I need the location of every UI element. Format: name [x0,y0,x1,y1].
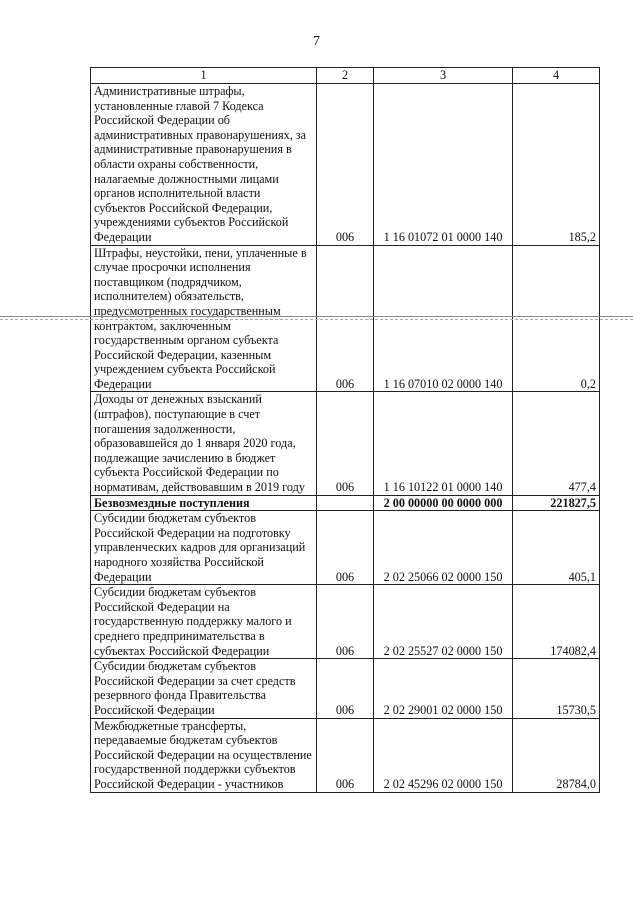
table-row [91,659,600,718]
row-amount: 0,2 [513,245,600,392]
scan-fold-line-shadow [0,319,633,320]
row-amount: 174082,4 [513,585,600,659]
row-name: Субсидии бюджетам субъектов Российской Федерации на государственную поддержку малого и среднего предпринимательства в субъектах Российской Федерации [91,585,317,659]
row-admin-code: 006 [317,659,374,718]
row-name: Субсидии бюджетам субъектов Российской Федерации на подготовку управленческих кадров для организаций народного хозяйства Российской Федерации [91,511,317,585]
row-amount: 28784,0 [513,718,600,792]
table-row-total [91,495,600,511]
row-name: Субсидии бюджетам субъектов Российской Федерации за счет средств резервного фонда Правительства Российской Федерации [91,659,317,718]
page-number: 7 [313,34,320,49]
row-kbk: 2 02 29001 02 0000 150 [374,659,513,718]
row-name: Межбюджетные трансферты, передаваемые бюджетам субъектов Российской Федерации на осуществление государственной поддержки субъектов Российской Федерации - участников [91,718,317,792]
column-header-3: 3 [374,68,513,84]
row-amount: 405,1 [513,511,600,585]
row-kbk: 2 02 25066 02 0000 150 [374,511,513,585]
revenue-table [90,67,600,793]
row-amount: 185,2 [513,84,600,246]
column-header-1: 1 [91,68,317,84]
table-row [91,585,600,659]
row-admin-code: 006 [317,511,374,585]
row-amount: 477,4 [513,392,600,495]
column-header-2: 2 [317,68,374,84]
row-kbk: 1 16 10122 01 0000 140 [374,392,513,495]
row-name: Безвозмездные поступления [91,495,317,511]
row-kbk: 1 16 01072 01 0000 140 [374,84,513,246]
row-admin-code: 006 [317,245,374,392]
column-header-4: 4 [513,68,600,84]
table-row [91,84,600,246]
table-header-row [91,68,600,84]
row-admin-code: 006 [317,585,374,659]
row-name: Административные штрафы, установленные главой 7 Кодекса Российской Федерации об административных правонарушениях, за административные правонарушения в области охраны собственности, налагаемые должностными лицами органов исполнительной власти субъектов Российской Федерации, учреждениями субъектов Российской Федерации [91,84,317,246]
table-row [91,718,600,792]
row-kbk: 2 02 25527 02 0000 150 [374,585,513,659]
table-row [91,392,600,495]
row-admin-code: 006 [317,84,374,246]
row-name: Доходы от денежных взысканий (штрафов), поступающие в счет погашения задолженности, образовавшейся до 1 января 2020 года, подлежащие зачислению в бюджет субъекта Российской Федерации по нормативам, действовавшим в 2019 году [91,392,317,495]
row-admin-code: 006 [317,392,374,495]
table-row [91,511,600,585]
row-kbk: 2 02 45296 02 0000 150 [374,718,513,792]
row-amount: 15730,5 [513,659,600,718]
row-admin-code: 006 [317,718,374,792]
row-amount: 221827,5 [513,495,600,511]
row-name: Штрафы, неустойки, пени, уплаченные в случае просрочки исполнения поставщиком (подрядчиком, исполнителем) обязательств, предусмотренных государственным контрактом, заключенным государственным органом субъекта Российской Федерации, казенным учреждением субъекта Российской Федерации [91,245,317,392]
row-kbk: 1 16 07010 02 0000 140 [374,245,513,392]
scan-fold-line [0,316,633,317]
row-admin-code [317,495,374,511]
row-kbk: 2 00 00000 00 0000 000 [374,495,513,511]
